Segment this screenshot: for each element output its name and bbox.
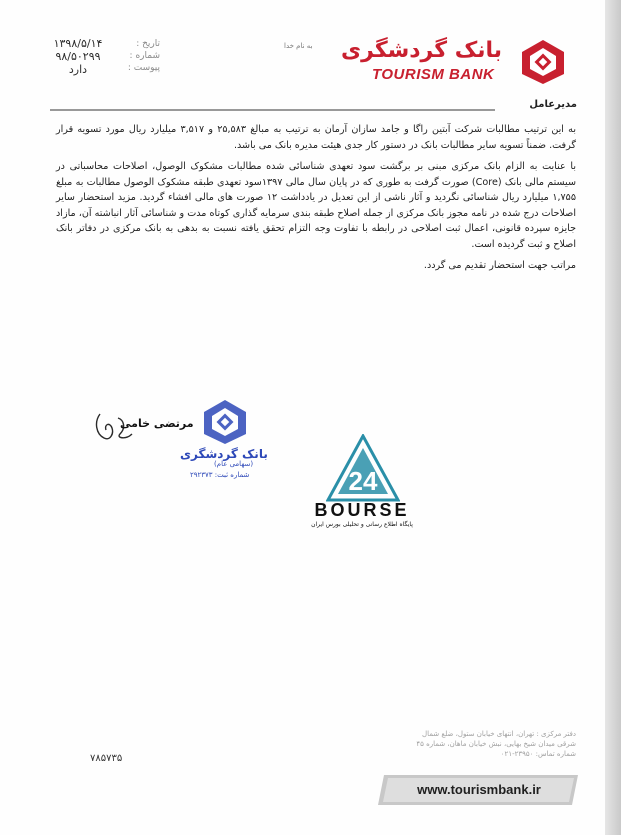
number-value: ۹۸/۵۰۲۹۹ — [55, 50, 101, 63]
website-link[interactable]: www.tourismbank.ir — [417, 782, 541, 797]
meta-labels — [120, 38, 160, 74]
number-label: شماره : — [129, 51, 160, 61]
basmala: به نام خدا — [284, 42, 313, 50]
address-line: دفتر مرکزی : تهران، انتهای خیابان ستول، ضلع شمال — [422, 730, 576, 738]
letter-serial: ۷۸۵۷۳۵ — [90, 753, 123, 764]
stamp-company-type: (سهامی عام) — [214, 460, 254, 468]
svg-text:24: 24 — [348, 466, 378, 496]
signatory-name: مرتضی خامی — [120, 417, 194, 430]
bourse-word: BOURSE — [314, 500, 410, 520]
page-edge — [605, 0, 621, 835]
bourse-logo-icon — [326, 434, 400, 504]
header-divider — [50, 109, 495, 111]
stamp-bank-name: بانک گردشگری — [180, 447, 268, 461]
meta-values — [46, 37, 110, 76]
address-line: شرقی میدان شیخ بهایی، نبش خیابان ماهان، شماره ۴۵ — [416, 740, 576, 748]
date-label: تاریخ : — [136, 39, 160, 49]
addressee: مدیرعامل — [529, 99, 577, 110]
office-address — [344, 729, 576, 759]
bourse-subtitle: پایگاه اطلاع رسانی و تحلیلی بورس ایران — [311, 521, 413, 528]
date-value: ۱۳۹۸/۵/۱۴ — [53, 37, 103, 50]
letterhead-logo — [340, 36, 572, 86]
body-paragraph: به این ترتیب مطالبات شرکت آبتین راگا و جامد سازان آرمان به ترتیب به مبالغ ۲۵,۵۸۳ و ۳,۵۱۷ میلیارد ریال مورد تسویه قرار گرفت. ضمناً تسویه سایر مطالبات بانک در دستور کار جدی هیئت مدیره بانک می باشد. — [56, 124, 576, 151]
letter-body — [56, 122, 576, 280]
attachment-label: پیوست : — [127, 63, 160, 73]
addressee-row — [50, 99, 577, 116]
address-line: شماره تماس: ۲۳۹۵۰-۰۲۱ — [500, 750, 576, 758]
stamp-registration: شماره ثبت: ۲۹۲۳۷۳ — [190, 471, 250, 479]
body-paragraph: مراتب جهت استحضار تقدیم می گردد. — [423, 260, 576, 271]
bank-name-fa: بانک گردشگری — [340, 38, 502, 63]
bank-name-en: TOURISM BANK — [372, 66, 495, 83]
body-paragraph: با عنایت به الزام بانک مرکزی مبنی بر برگشت سود تعهدی شناسائی شده مطالبات مشکوک الوصول، اصلاحات محاسباتی در سیستم مالی بانک (Core) صورت گرفت به طوری که در پایان سال مالی ۱۳۹۷سود تعهدی طبقه مشکوک الوصول مطالبات به مبلغ ۱,۷۵۵ میلیارد ریال شناسائی نگردید و آثار ناشی از این تعدیل در یادداشت ۱۲ صورت های مالی افشاء گردید. مزید استحضار سایر اصلاحات درج شده در نامه مجوز بانک مرکزی از جمله اصلاح طبقه بندی سرمایه گذاری کوتاه مدت و شناسائی آثار انباشته آن، مازاد جایزه سپرده قانونی، اعمال ثبت اصلاحی در رابطه با تفاوت وجه التزام تحقق یافته نسبت به بدهی به بانک مرکزی در دفاتر بانک اصلاح و ثبت گردیده است. — [56, 161, 576, 250]
attachment-value: دارد — [68, 63, 88, 76]
bourse-watermark — [304, 420, 420, 532]
tourism-bank-logo-icon — [518, 38, 568, 86]
